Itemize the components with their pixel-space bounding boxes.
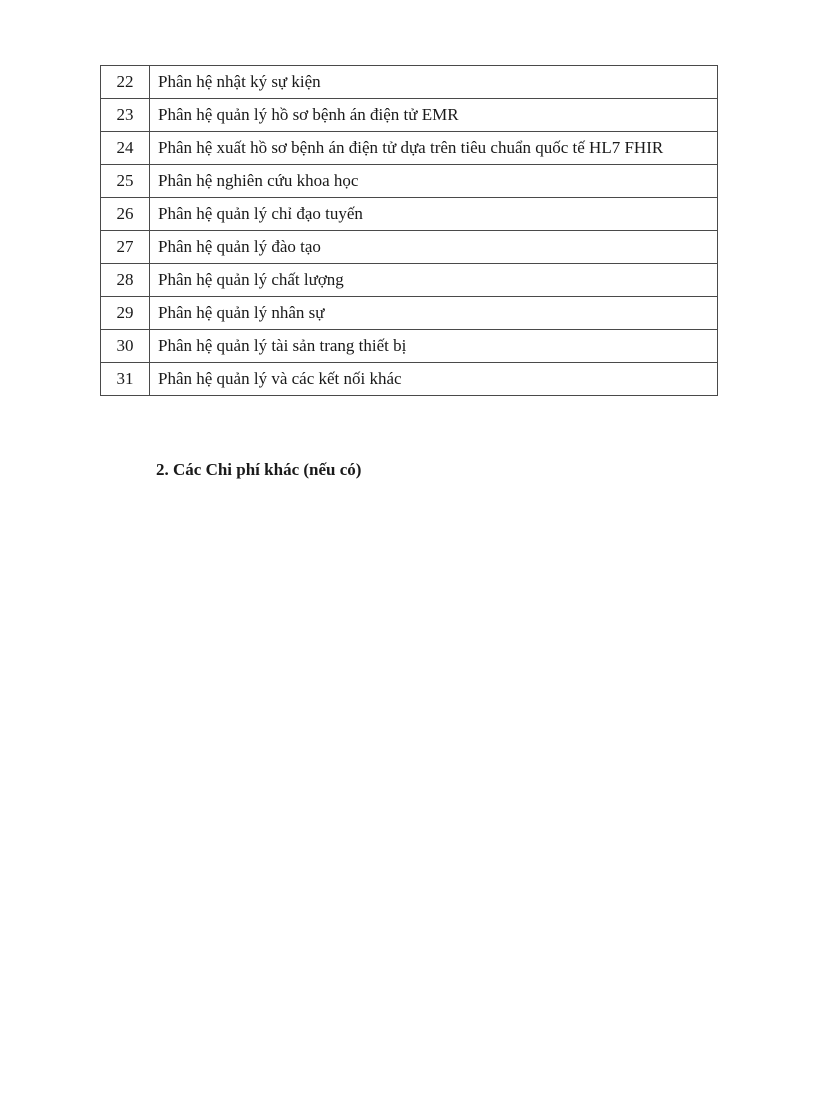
row-number: 29 [101, 297, 150, 330]
table-row [101, 66, 718, 99]
module-name: Phân hệ quản lý chỉ đạo tuyến [150, 198, 718, 231]
module-name: Phân hệ quản lý nhân sự [150, 297, 718, 330]
row-number: 27 [101, 231, 150, 264]
row-number: 25 [101, 165, 150, 198]
row-number: 30 [101, 330, 150, 363]
module-name: Phân hệ quản lý tài sản trang thiết bị [150, 330, 718, 363]
module-name: Phân hệ quản lý hồ sơ bệnh án điện tử EMR [150, 99, 718, 132]
table-row [101, 330, 718, 363]
row-number: 28 [101, 264, 150, 297]
table-row [101, 132, 718, 165]
module-table [100, 65, 718, 396]
table-row [101, 297, 718, 330]
row-number: 22 [101, 66, 150, 99]
table-row [101, 231, 718, 264]
module-name: Phân hệ quản lý và các kết nối khác [150, 363, 718, 396]
table-row [101, 99, 718, 132]
module-name: Phân hệ xuất hồ sơ bệnh án điện tử dựa trên tiêu chuẩn quốc tế HL7 FHIR [150, 132, 718, 165]
module-name: Phân hệ quản lý đào tạo [150, 231, 718, 264]
row-number: 23 [101, 99, 150, 132]
table-row [101, 363, 718, 396]
row-number: 31 [101, 363, 150, 396]
module-name: Phân hệ nhật ký sự kiện [150, 66, 718, 99]
table-row [101, 165, 718, 198]
table-row [101, 198, 718, 231]
row-number: 24 [101, 132, 150, 165]
table-row [101, 264, 718, 297]
section-heading: 2. Các Chi phí khác (nếu có) [156, 460, 362, 479]
module-name: Phân hệ quản lý chất lượng [150, 264, 718, 297]
row-number: 26 [101, 198, 150, 231]
module-name: Phân hệ nghiên cứu khoa học [150, 165, 718, 198]
